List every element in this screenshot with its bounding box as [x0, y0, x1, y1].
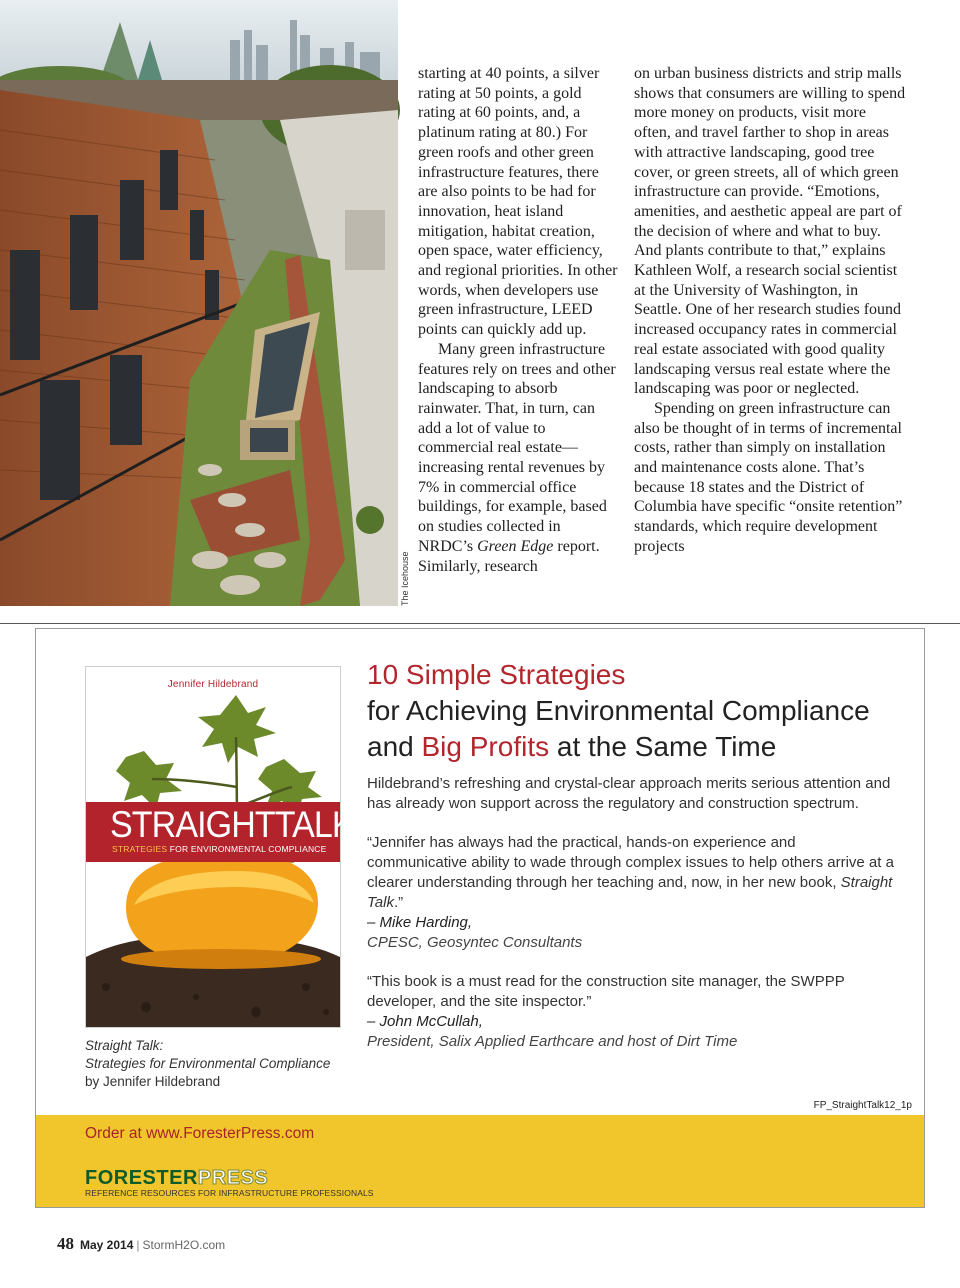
- book-subtitle-part: STRATEGIES: [112, 844, 168, 854]
- magazine-site[interactable]: StormH2O.com: [142, 1238, 226, 1252]
- ad-code: FP_StraightTalk12_1p: [813, 1100, 912, 1111]
- testimonial-author: – Mike Harding,: [367, 914, 473, 931]
- book-author: Jennifer Hildebrand: [167, 679, 259, 690]
- book-title-part: TALK: [274, 804, 354, 845]
- testimonial: [367, 833, 897, 953]
- book-title: [110, 804, 354, 846]
- order-link[interactable]: Order at www.ForesterPress.com: [85, 1125, 315, 1142]
- headline-highlight: Big Profits: [421, 731, 550, 762]
- testimonial-affiliation: President, Salix Applied Earthcare and host of Dirt Time: [367, 1033, 738, 1050]
- article-paragraph: on urban business districts and strip malls shows that consumers are willing to spend more money on products, visit more often, and travel farther to shop in areas with attractive landscaping, good tree cover, or green streets, all of which green infrastructure can provide. “Emotions, amenities, and aesthetic appeal are part of the decision of where and what to buy. And plants contribute to that,” explains Kathleen Wolf, a research social scientist at the University of Washington, in Seattle. One of her research studies found increased occupancy rates in commercial real estate associated with good quality landscaping versus real estate where the landscaping was poor or neglected.: [634, 65, 906, 398]
- headline-line: [367, 729, 907, 765]
- testimonial-text: “Jennifer has always had the practical, hands-on experience and communicative ability to wade through complex issues to help others arrive at a clearer understanding through her teaching and, now, in her new book,: [367, 834, 894, 891]
- headline-line: 10 Simple Strategies: [367, 659, 626, 690]
- book-title-part: STRAIGHT: [110, 804, 275, 845]
- article-paragraph: starting at 40 points, a silver rating at 50 points, a gold rating at 60 points, and, a platinum rating at 80.) For green roofs and other green infrastructure features, there are also points to be had for innovation, heat island mitigation, habitat creation, open space, water efficiency, and regional priorities. In other words, when developers use green infrastructure, LEED points can quickly add up.: [418, 65, 618, 339]
- testimonial-book-title: Straight Talk: [367, 874, 893, 911]
- ad-footer-band: [36, 1115, 924, 1207]
- headline-text: and: [367, 731, 422, 762]
- ad-body: [367, 774, 897, 1071]
- book-subtitle-part: FOR ENVIRONMENTAL COMPLIANCE: [167, 844, 327, 854]
- caption-title: Straight Talk:: [85, 1038, 164, 1053]
- headline-text: at the Same Time: [549, 731, 777, 762]
- testimonial-text: “This book is a must read for the construction site manager, the SWPPP developer, and the site inspector.”: [367, 973, 845, 1010]
- book-subtitle: [112, 844, 327, 854]
- logo-text: FORESTER: [85, 1167, 198, 1189]
- article-text: Many green infrastructure features rely on trees and other landscaping to absorb rainwater. That, in turn, can add a lot of value to commercial real estate—increasing rental revenues by 7% in commercial office buildings, for example, based on studies collected in NRDC’s: [418, 340, 616, 555]
- caption-subtitle: Strategies for Environmental Compliance: [85, 1056, 331, 1071]
- photo-illustration: [0, 0, 398, 606]
- ad-headline: [367, 657, 907, 765]
- book-caption: [85, 1037, 345, 1091]
- report-title: Green Edge: [477, 537, 554, 555]
- section-divider: [0, 623, 960, 624]
- book-title-band: [86, 802, 354, 862]
- article-text: report. Similarly, research: [418, 537, 600, 575]
- page-number: 48: [57, 1234, 74, 1253]
- article-column-2: [634, 64, 906, 557]
- issue-date: May 2014: [80, 1238, 134, 1252]
- testimonial-text: .”: [393, 894, 404, 911]
- forester-press-logo[interactable]: [85, 1167, 268, 1190]
- photo-credit: [398, 540, 412, 606]
- caption-author: by Jennifer Hildebrand: [85, 1074, 221, 1089]
- testimonial-author: – John McCullah,: [367, 1013, 483, 1030]
- book-cover[interactable]: [85, 666, 354, 1028]
- article-paragraph: [418, 340, 618, 576]
- rooftop-garden-photo: [0, 0, 398, 606]
- page-footer: [57, 1234, 225, 1254]
- footer-separator: |: [136, 1238, 140, 1252]
- logo-text: PRESS: [197, 1167, 269, 1189]
- testimonial: [367, 972, 897, 1052]
- testimonial-affiliation: CPESC, Geosyntec Consultants: [367, 934, 583, 951]
- headline-line: for Achieving Environmental Compliance: [367, 695, 870, 726]
- photo-credit-text: The Icehouse: [400, 551, 410, 606]
- ad-intro: Hildebrand’s refreshing and crystal-clear approach merits serious attention and has already won support across the regulatory and construction spectrum.: [367, 775, 891, 812]
- logo-tagline: REFERENCE RESOURCES FOR INFRASTRUCTURE PROFESSIONALS: [85, 1188, 374, 1198]
- article-column-1: [418, 64, 618, 576]
- book-advertisement: [35, 628, 925, 1208]
- article-paragraph: Spending on green infrastructure can also be thought of in terms of incremental costs, rather than simply on installation and maintenance costs alone. That’s because 18 states and the District of Columbia have specific “onsite retention” standards, which require development projects: [634, 399, 903, 555]
